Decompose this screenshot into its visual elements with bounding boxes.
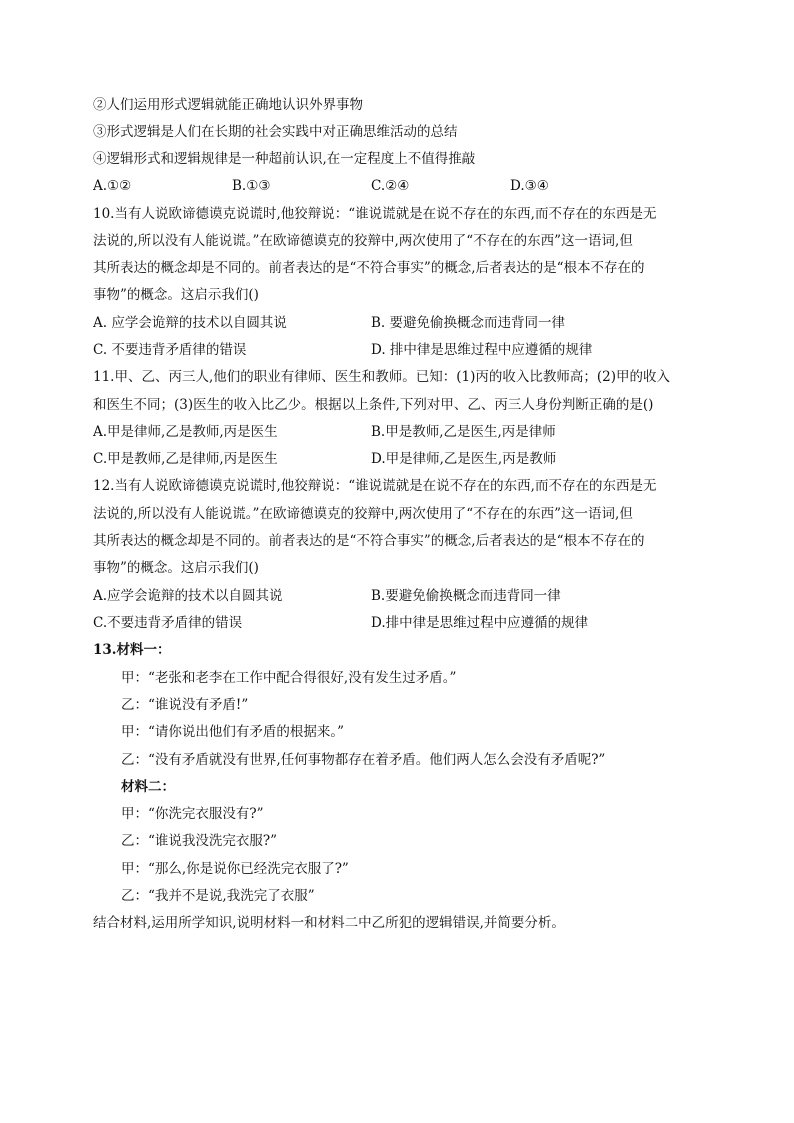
q11-option-b: B.甲是教师,乙是医生,丙是律师 (371, 424, 556, 440)
q12-option-a: A.应学会诡辩的技术以自圆其说 (93, 588, 283, 604)
q9-option-c: C.②④ (371, 178, 410, 194)
q13-material-2-line: 甲：“你洗完衣服没有?” (121, 806, 264, 822)
q12-option-c: C.不要违背矛盾律的错误 (93, 615, 243, 631)
statement-2: ②人们运用形式逻辑就能正确地认识外界事物 (93, 97, 363, 113)
q13-material-1-line: 甲：“老张和老李在工作中配合得很好,没有发生过矛盾。” (121, 670, 457, 686)
statement-4: ④逻辑形式和逻辑规律是一种超前认识,在一定程度上不值得推敲 (93, 151, 476, 167)
q10-option-d: D. 排中律是思维过程中应遵循的规律 (371, 342, 593, 358)
q12-option-b: B.要避免偷换概念而违背同一律 (371, 588, 561, 604)
q11-option-c: C.甲是教师,乙是律师,丙是医生 (93, 451, 278, 467)
q10-stem-line-4: 事物”的概念。这启示我们() (93, 287, 259, 303)
q13-material-1-line: 甲：“请你说出他们有矛盾的根据来。” (121, 724, 345, 740)
statement-3: ③形式逻辑是人们在长期的社会实践中对正确思维活动的总结 (93, 124, 458, 140)
q13-material-2-line: 乙：“谁说我没洗完衣服?” (121, 833, 278, 849)
q10-option-b: B. 要避免偷换概念而违背同一律 (371, 315, 566, 331)
q9-option-a: A.①② (93, 178, 132, 194)
q10-stem-line-3: 其所表达的概念却是不同的。前者表达的是“不符合事实”的概念,后者表达的是“根本不存在的 (93, 260, 645, 276)
q13-material-2-title: 材料二： (121, 779, 175, 795)
q10-stem-line-2: 法说的,所以没有人能说谎。”在欧谛德谟克的狡辩中,两次使用了“不存在的东西”这一语词,但 (93, 233, 633, 249)
q12-stem-line-2: 法说的,所以没有人能说谎。”在欧谛德谟克的狡辩中,两次使用了“不存在的东西”这一语词,但 (93, 506, 633, 522)
q11-option-d: D.甲是律师,乙是医生,丙是教师 (371, 451, 557, 467)
q13-material-1-title: 13.材料一： (93, 642, 171, 658)
q9-option-d: D.③④ (510, 178, 549, 194)
q13-material-2-line: 甲：“那么,你是说你已经洗完衣服了?” (121, 861, 349, 877)
q10-option-c: C. 不要违背矛盾律的错误 (93, 342, 247, 358)
q10-option-a: A. 应学会诡辩的技术以自圆其说 (93, 315, 287, 331)
q10-stem-line-1: 10.当有人说欧谛德谟克说谎时,他狡辩说：“谁说谎就是在说不存在的东西,而不存在的东西是无 (93, 206, 657, 222)
q11-stem-line-2: 和医生不同；(3)医生的收入比乙少。根据以上条件,下列对甲、乙、丙三人身份判断正确的是() (93, 397, 654, 413)
q13-material-1-line: 乙：“没有矛盾就没有世界,任何事物都存在着矛盾。他们两人怎么会没有矛盾呢?” (121, 752, 606, 768)
q13-material-1-line: 乙：“谁说没有矛盾!” (121, 697, 249, 713)
q12-stem-line-3: 其所表达的概念却是不同的。前者表达的是“不符合事实”的概念,后者表达的是“根本不存在的 (93, 533, 645, 549)
q12-stem-line-4: 事物”的概念。这启示我们() (93, 560, 259, 576)
q12-stem-line-1: 12.当有人说欧谛德谟克说谎时,他狡辩说：“谁说谎就是在说不存在的东西,而不存在的东西是无 (93, 478, 657, 494)
q11-option-a: A.甲是律师,乙是教师,丙是医生 (93, 424, 278, 440)
q9-option-b: B.①③ (232, 178, 271, 194)
q11-stem-line-1: 11.甲、乙、丙三人,他们的职业有律师、医生和教师。已知：(1)丙的收入比教师高；(2)甲的收入 (93, 369, 671, 385)
q13-task: 结合材料,运用所学知识,说明材料一和材料二中乙所犯的逻辑错误,并简要分析。 (93, 915, 565, 931)
q13-material-2-line: 乙：“我并不是说,我洗完了衣服” (121, 888, 315, 904)
q12-option-d: D.排中律是思维过程中应遵循的规律 (371, 615, 589, 631)
